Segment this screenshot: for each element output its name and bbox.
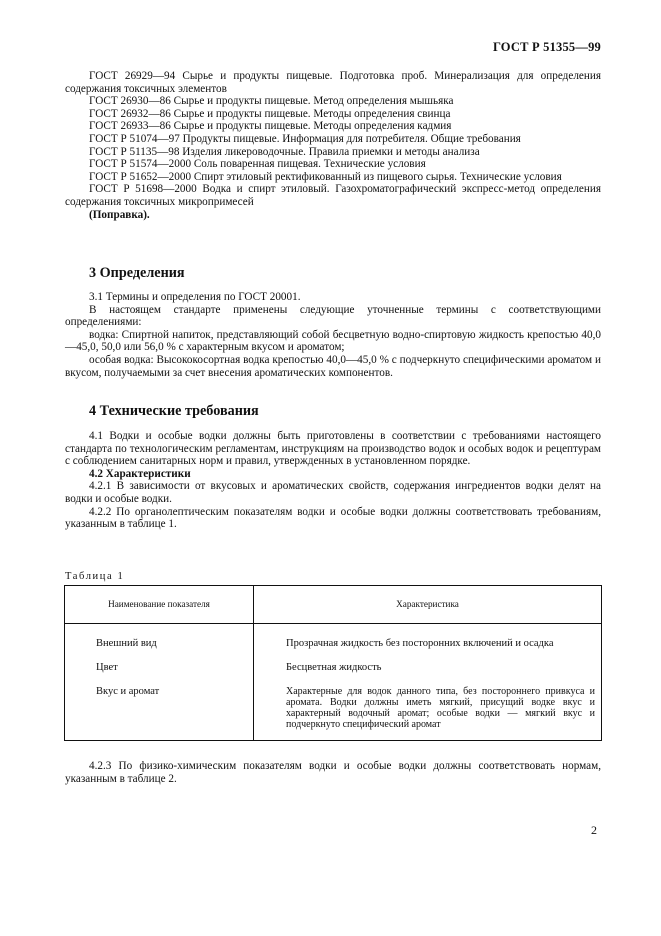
page-number: 2 [591,823,597,837]
table-1 [64,585,602,741]
indicator-name: Цвет [96,662,118,673]
indicator-value: Характерные для водок данного типа, без постороннего привкуса и аромата. Водки должны иметь мягкий, присущий водке вкус и характерный водочный аромат; особые водки — мягкий вкус и подчеркнуто специфический аромат [286,686,595,730]
reference-item: ГОСТ 26933—86 Сырье и продукты пищевые. Методы определения кадмия [89,120,452,133]
table-row [65,662,602,686]
paragraph: 4.1 Водки и особые водки должны быть приготовлены в соответствии с требованиями настоящего стандарта по технологическим регламентам, инструкциям на производство водок и особых водок и рецептурам с соблюдением санитарных норм и правил, утвержденных в установленном порядке. [65,430,601,468]
paragraph: 3.1 Термины и определения по ГОСТ 20001. [89,291,301,303]
section-4-title: 4 Технические требования [89,403,259,419]
section-3-body [65,291,601,379]
column-header-indicator: Наименование показателя [65,586,254,624]
definition-vodka: водка: Спиртной напиток, представляющий собой бесцветную водно-спиртовую жидкость крепостью 40,0—45,0, 50,0 или 56,0 % с характерным вкусом и ароматом; [65,328,601,354]
column-header-characteristic: Характеристика [254,586,602,624]
section-3-title: 3 Определения [89,265,185,281]
reference-item: ГОСТ 26932—86 Сырье и продукты пищевые. Методы определения свинца [89,107,451,120]
reference-item: ГОСТ Р 51135—98 Изделия ликероводочные. Правила приемки и методы анализа [89,145,480,158]
document-header: ГОСТ Р 51355—99 [492,40,601,54]
table-header-row [65,586,602,624]
paragraph: 4.2.1 В зависимости от вкусовых и ароматических свойств, содержания ингредиентов водки делят на водки и особые водки. [65,480,601,505]
reference-item: ГОСТ 26930—86 Сырье и продукты пищевые. Метод определения мышьяка [89,95,454,108]
indicator-value: Прозрачная жидкость без посторонних включений и осадка [286,638,554,649]
paragraph: 4.2.2 По органолептическим показателям водки и особые водки должны соответствовать требованиям, указанным в таблице 1. [65,505,601,531]
normative-references-list [65,70,601,221]
paragraph-4-2-3-container [65,760,601,785]
table-row [65,686,602,741]
table-row [65,624,602,663]
indicator-name: Внешний вид [96,638,157,649]
indicator-value: Бесцветная жидкость [286,662,382,673]
reference-item: ГОСТ Р 51698—2000 Водка и спирт этиловый. Газохроматографический экспресс-метод определения содержания токсичных микропримесей [65,183,601,208]
subsection-4-2-title: 4.2 Характеристики [89,467,191,480]
indicator-name: Вкус и аромат [96,686,160,697]
paragraph: В настоящем стандарте применены следующие уточненные термины с соответствующими определениями: [65,303,601,329]
table-1-caption: Таблица 1 [65,571,125,582]
reference-item: ГОСТ 26929—94 Сырье и продукты пищевые. Подготовка проб. Минерализация для определения содержания токсичных элементов [65,70,601,95]
reference-item: ГОСТ Р 51574—2000 Соль поваренная пищевая. Технические условия [89,158,426,171]
section-4-body [65,430,601,531]
definition-special-vodka: особая водка: Высококосортная водка крепостью 40,0—45,0 % с подчеркнуто специфическими ароматом и вкусом, получаемыми за счет внесения ароматических компонентов. [65,353,601,379]
amendment-note: (Поправка). [89,208,150,221]
reference-item: ГОСТ Р 51652—2000 Спирт этиловый ректификованный из пищевого сырья. Технические условия [89,170,562,183]
paragraph: 4.2.3 По физико-химическим показателям водки и особые водки должны соответствовать нормам, указанным в таблице 2. [65,760,601,785]
reference-item: ГОСТ Р 51074—97 Продукты пищевые. Информация для потребителя. Общие требования [89,132,521,145]
